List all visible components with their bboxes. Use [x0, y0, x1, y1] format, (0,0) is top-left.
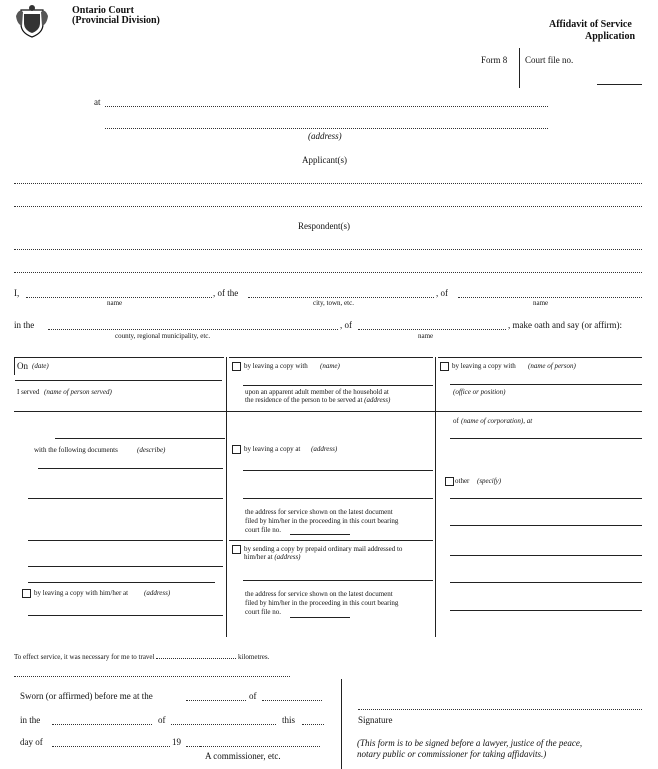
other-field-4[interactable]	[450, 582, 642, 583]
address3-caption: (address)	[144, 589, 171, 597]
mail-divider	[229, 540, 433, 541]
year-label: 19	[172, 737, 181, 747]
make-oath-label: , make oath and say (or affirm):	[508, 320, 623, 330]
applicant-field-2[interactable]	[14, 206, 642, 207]
other-label: other	[455, 477, 470, 485]
leave-copy-with-checkbox[interactable]	[232, 362, 241, 371]
address-caption: (address)	[308, 131, 342, 141]
mail-line-1: by sending a copy by prepaid ordinary mail addressed to	[244, 545, 403, 553]
mail-line-2-text: him/her at	[244, 553, 273, 561]
documents-field-1[interactable]	[38, 468, 223, 469]
form-number: Form 8	[481, 55, 508, 65]
day-of-label: day of	[20, 737, 43, 747]
grid-top-left	[14, 357, 224, 358]
grid-top-mid	[229, 357, 433, 358]
corp-address-field[interactable]	[450, 438, 642, 439]
travel-prefix: To effect service, it was necessary for me to travel	[14, 653, 155, 661]
respondent-field-1[interactable]	[14, 249, 642, 250]
corp-person-field[interactable]	[450, 384, 642, 385]
sworn-day-field[interactable]	[302, 724, 324, 725]
afs-line-3: court file no.	[245, 526, 281, 534]
ontario-crest-icon	[15, 4, 49, 38]
on-label: On	[17, 361, 28, 371]
court-file-field[interactable]	[597, 84, 642, 85]
respondents-label: Respondent(s)	[298, 221, 350, 231]
grid-left-border	[14, 357, 15, 375]
name2-caption: name	[533, 299, 549, 307]
sworn-month-field[interactable]	[52, 746, 170, 747]
comma-of-label: , of	[340, 320, 352, 330]
form-title: Affidavit of Service	[549, 19, 632, 30]
in-the-label-2: in the	[20, 715, 41, 725]
afs2-line-2: filed by him/her in the proceeding in this court bearing	[245, 599, 399, 607]
sworn-year-field[interactable]	[186, 746, 200, 747]
upon-line-1: upon an apparent adult member of the household at	[245, 388, 389, 396]
afs-line-1: the address for service shown on the latest document	[245, 508, 393, 516]
court-file-label: Court file no.	[525, 55, 574, 65]
applicant-field-1[interactable]	[14, 183, 642, 184]
city-caption: city, town, etc.	[313, 299, 354, 307]
afs2-line-1: the address for service shown on the latest document	[245, 590, 393, 598]
form-subtitle: Application	[585, 31, 636, 42]
afs-line-2: filed by him/her in the proceeding in this court bearing	[245, 517, 399, 525]
leave-with-him-label: by leaving a copy with him/her at	[34, 589, 129, 597]
of-the-label: , of the	[213, 288, 239, 298]
describe-caption: (describe)	[137, 446, 166, 454]
grid-top-right	[438, 357, 642, 358]
name-caption-mid: (name)	[320, 362, 340, 370]
leave-with-him-checkbox[interactable]	[22, 589, 31, 598]
other-field-2[interactable]	[450, 525, 642, 526]
upon-address-caption: (address)	[364, 396, 391, 404]
documents-field-2[interactable]	[28, 498, 223, 499]
deponent-name-field[interactable]	[26, 297, 212, 298]
corp-of-label: of	[453, 417, 459, 425]
city-field[interactable]	[248, 297, 434, 298]
at-label: at	[94, 97, 101, 107]
this-label: this	[282, 715, 296, 725]
person-served-caption: (name of person served)	[44, 388, 112, 396]
respondent-field-2[interactable]	[14, 272, 642, 273]
corp-label: by leaving a copy with	[452, 362, 516, 370]
signature-field[interactable]	[358, 709, 642, 710]
office-caption: (office or position)	[453, 388, 506, 396]
signature-label: Signature	[358, 715, 393, 725]
applicants-label: Applicant(s)	[302, 155, 347, 165]
sworn-of-field[interactable]	[262, 700, 322, 701]
signature-divider	[341, 679, 342, 769]
leave-copy-at-field-1[interactable]	[243, 470, 433, 471]
sworn-of2-field[interactable]	[171, 724, 276, 725]
other-field-5[interactable]	[450, 610, 642, 611]
court-address-field[interactable]	[105, 128, 548, 129]
county-name-field[interactable]	[358, 329, 506, 330]
afs2-line-3: court file no.	[245, 608, 281, 616]
note-line-2: notary public or commissioner for taking affidavits.)	[357, 749, 547, 759]
documents-label: with the following documents	[34, 446, 118, 454]
leave-with-him-field[interactable]	[28, 615, 223, 616]
service-date-field[interactable]	[15, 380, 222, 381]
upon-line-2	[245, 397, 390, 405]
commissioner-label: A commissioner, etc.	[205, 751, 281, 761]
grid-divider-left	[226, 357, 227, 637]
sworn-label: Sworn (or affirmed) before me at the	[20, 691, 153, 701]
other-checkbox[interactable]	[445, 477, 454, 486]
sworn-place-field[interactable]	[186, 700, 246, 701]
served-label: I served	[17, 388, 40, 396]
leave-copy-at-field-2[interactable]	[243, 498, 433, 499]
commissioner-field[interactable]	[200, 746, 320, 747]
mail-line-2	[244, 554, 301, 562]
i-label: I,	[14, 288, 20, 298]
corp-address-caption: (name of corporation), at	[461, 417, 533, 425]
name-caption: name	[107, 299, 123, 307]
in-the-label: in the	[14, 320, 35, 330]
leave-copy-at-checkbox[interactable]	[232, 445, 241, 454]
county-field[interactable]	[48, 329, 338, 330]
upon-line-2-text: the residence of the person to be served at	[245, 396, 363, 404]
mail-field-1[interactable]	[243, 580, 433, 581]
mail-checkbox[interactable]	[232, 545, 241, 554]
name3-caption: name	[418, 332, 434, 340]
office-field[interactable]	[450, 411, 642, 412]
sworn-of2-label: of	[158, 715, 166, 725]
travel-text	[14, 654, 269, 662]
sworn-of-label: of	[249, 691, 257, 701]
leave-copy-with-label: by leaving a copy with	[244, 362, 308, 370]
travel-distance-field[interactable]	[156, 658, 236, 659]
other-field-1[interactable]	[450, 498, 642, 499]
documents-field-5[interactable]	[28, 582, 215, 583]
afs-file-field[interactable]	[290, 534, 350, 535]
date-caption: (date)	[32, 362, 49, 370]
other-field-3[interactable]	[450, 555, 642, 556]
address2-caption: (address)	[311, 445, 338, 453]
court-name: Ontario Court	[72, 5, 134, 16]
court-location-field[interactable]	[105, 106, 548, 107]
county-caption: county, regional municipality, etc.	[115, 332, 211, 340]
corp-name-caption: (name of person)	[528, 362, 576, 370]
sworn-county-field[interactable]	[52, 724, 152, 725]
court-file-divider	[519, 48, 520, 88]
specify-caption: (specify)	[477, 477, 502, 485]
travel-suffix: kilometres.	[238, 653, 270, 661]
court-division: (Provincial Division)	[72, 15, 160, 26]
leave-copy-at-label: by leaving a copy at	[244, 445, 301, 453]
grid-divider-right	[435, 357, 436, 637]
leave-copy-with-field[interactable]	[243, 385, 433, 386]
of-label: , of	[436, 288, 448, 298]
documents-field-4[interactable]	[28, 566, 223, 567]
note-line-1: (This form is to be signed before a lawyer, justice of the peace,	[357, 738, 583, 748]
municipality-name-field[interactable]	[458, 297, 642, 298]
travel-extra-field[interactable]	[14, 676, 290, 677]
corp-checkbox[interactable]	[440, 362, 449, 371]
documents-field-3[interactable]	[28, 540, 223, 541]
mail-address-caption: (address)	[274, 553, 301, 561]
person-served-field-2[interactable]	[55, 438, 225, 439]
afs2-file-field[interactable]	[290, 617, 350, 618]
